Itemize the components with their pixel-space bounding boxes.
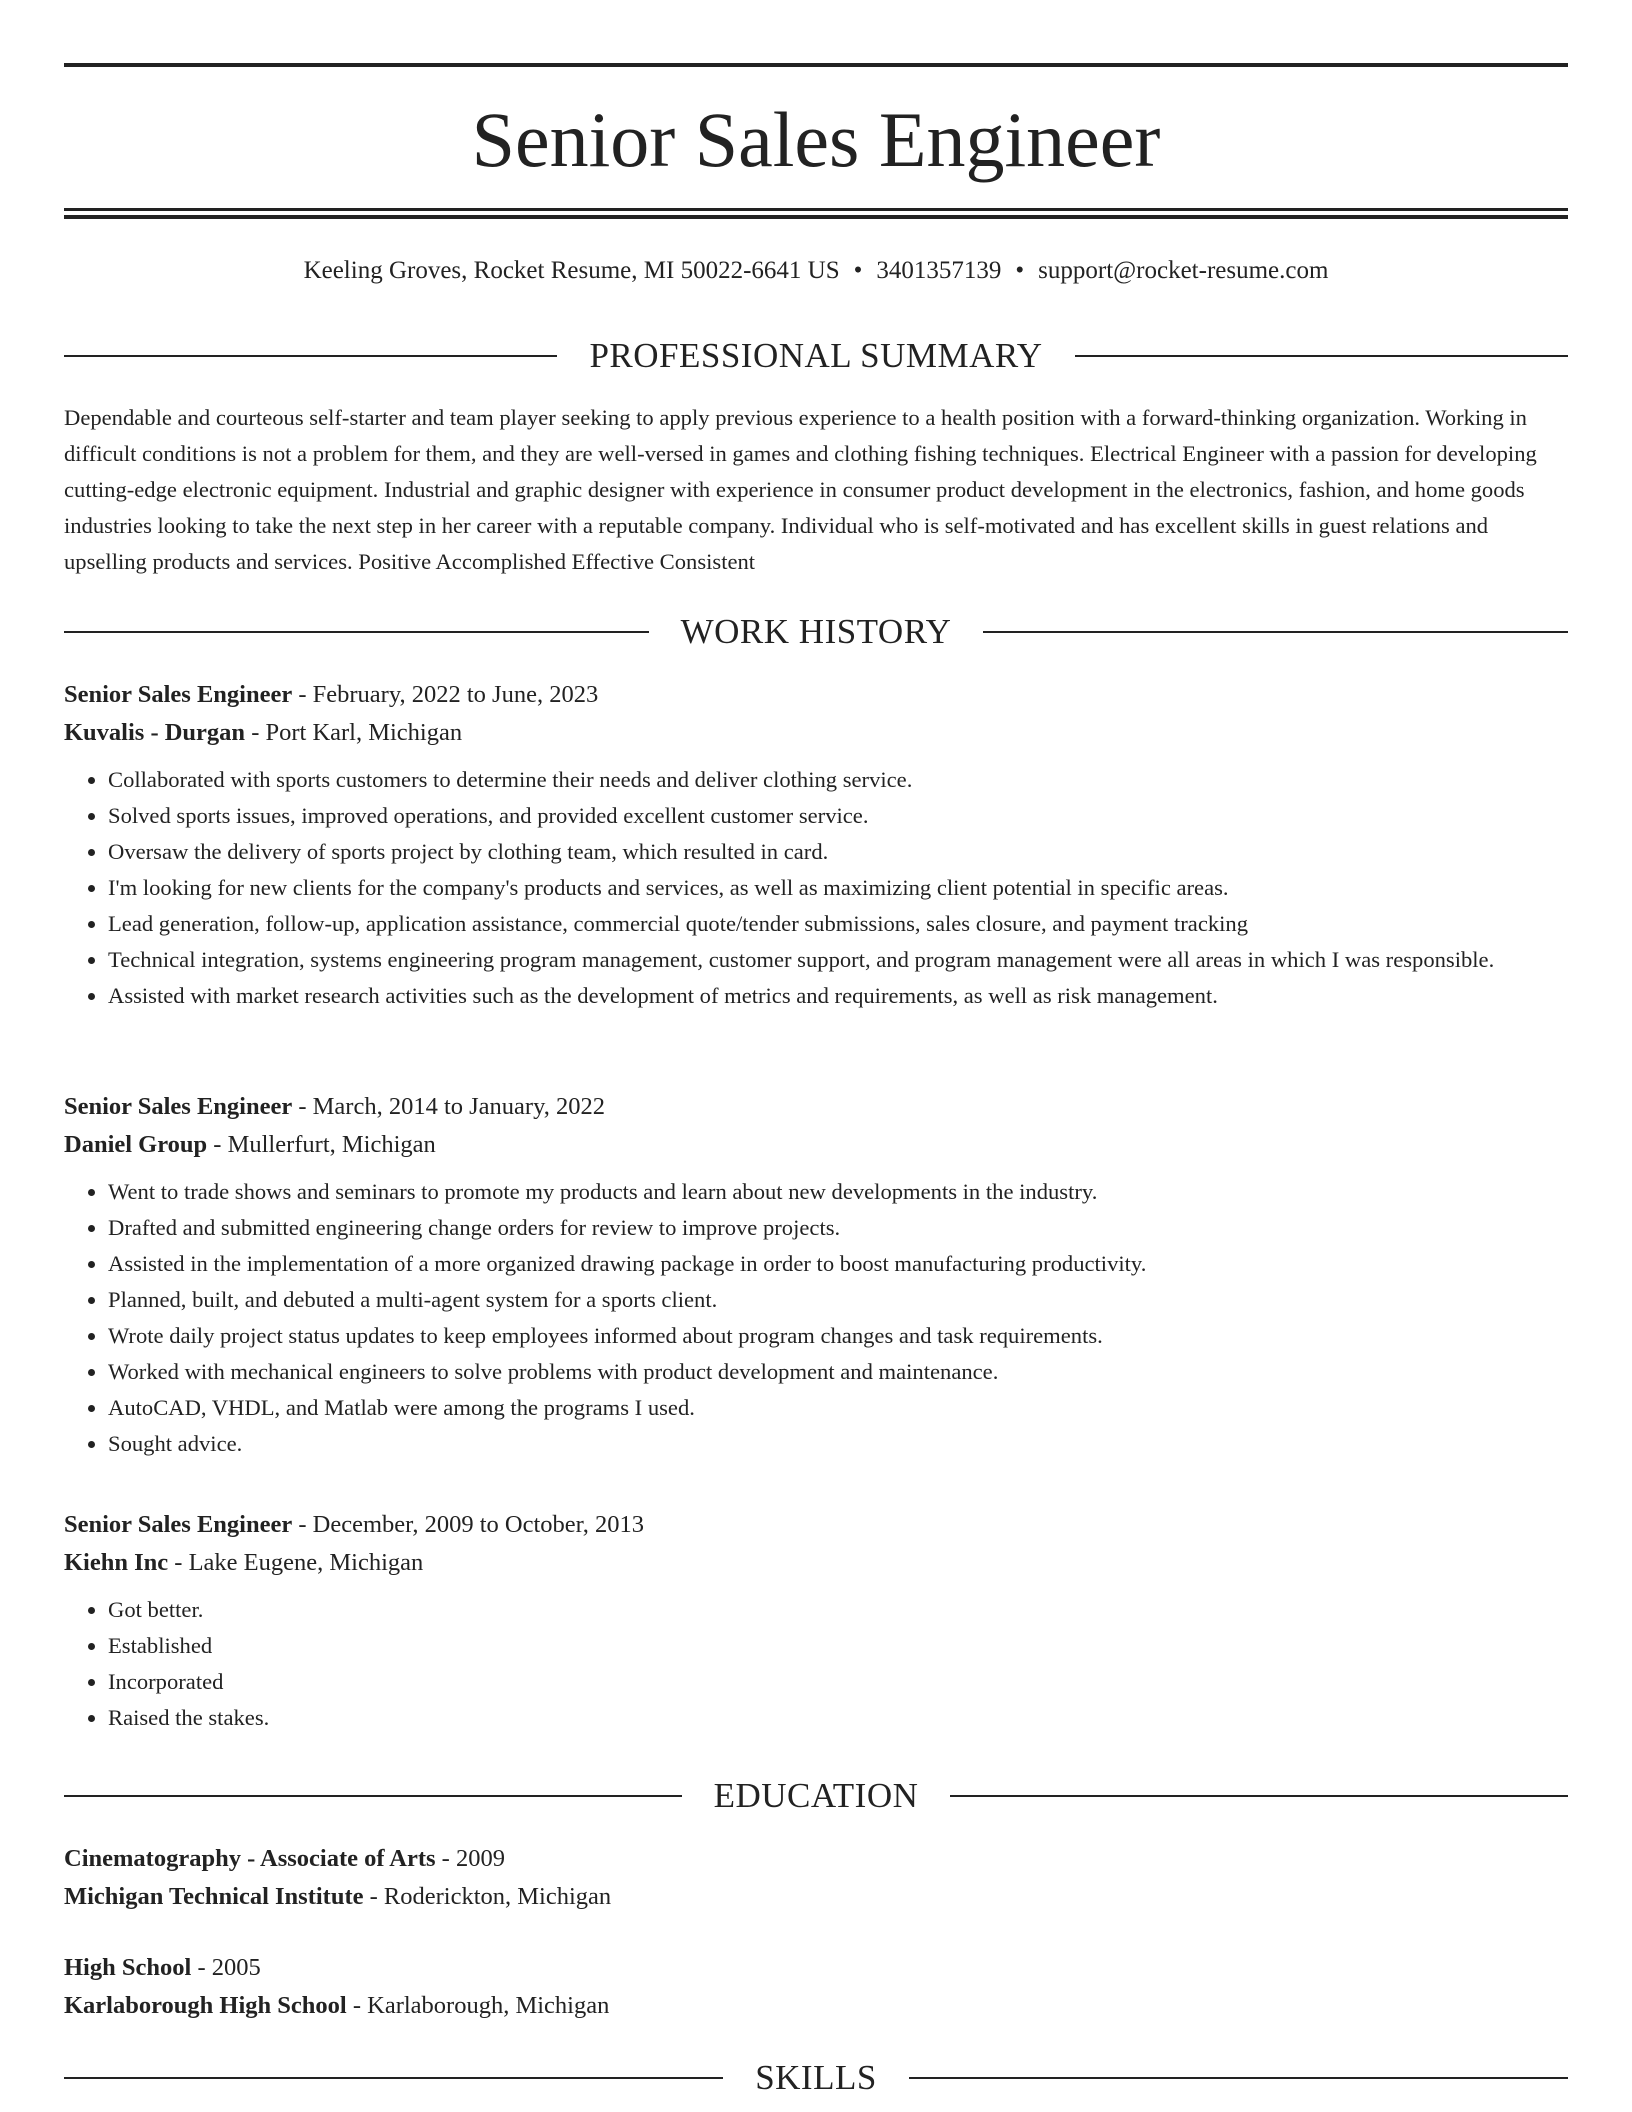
section-rule-right — [1075, 355, 1568, 357]
job-entry-2 — [64, 1088, 1568, 1462]
job-title-line — [64, 676, 1568, 714]
section-header-skills — [64, 2056, 1568, 2100]
job-bullets — [64, 1592, 1568, 1736]
section-rule-right — [950, 1795, 1568, 1797]
job-company: Daniel Group — [64, 1131, 208, 1158]
job-bullet: • I'm looking for new clients for the company's products and services, as well as maximizing client potential in specific areas. — [108, 870, 1568, 906]
section-rule-left — [64, 2077, 723, 2079]
job-bullet: • Wrote daily project status updates to keep employees informed about program changes and task requirements. — [108, 1318, 1568, 1354]
job-dates: - March, 2014 to January, 2022 — [292, 1093, 605, 1120]
job-bullet: • Collaborated with sports customers to determine their needs and deliver clothing service. — [108, 762, 1568, 798]
job-bullet: • Incorporated — [108, 1664, 1568, 1700]
job-bullet: • Went to trade shows and seminars to promote my products and learn about new developments in the industry. — [108, 1174, 1568, 1210]
job-company: Kiehn Inc — [64, 1549, 169, 1576]
education-school-line — [64, 1878, 1568, 1916]
education-degree-line — [64, 1949, 1568, 1987]
section-title-work-history: WORK HISTORY — [680, 612, 952, 651]
education-year: - 2009 — [435, 1845, 505, 1872]
header-double-rule-upper — [64, 208, 1568, 211]
education-entry-1 — [64, 1840, 1568, 1916]
job-bullet: • Assisted in the implementation of a more organized drawing package in order to boost manufacturing productivity. — [108, 1246, 1568, 1282]
education-school-line — [64, 1987, 1568, 2025]
job-title: Senior Sales Engineer — [64, 1093, 293, 1120]
job-bullet: • Oversaw the delivery of sports project by clothing team, which resulted in card. — [108, 834, 1568, 870]
job-bullet: • Established — [108, 1628, 1568, 1664]
contact-separator: • — [1015, 257, 1025, 284]
job-company: Kuvalis - Durgan — [64, 719, 246, 746]
job-bullet: • Raised the stakes. — [108, 1700, 1568, 1736]
header-top-rule — [64, 63, 1568, 67]
section-rule-right — [909, 2077, 1568, 2079]
contact-email: support@rocket-resume.com — [1038, 257, 1329, 284]
education-degree-line — [64, 1840, 1568, 1878]
education-entry-2 — [64, 1949, 1568, 2025]
job-bullet: • AutoCAD, VHDL, and Matlab were among the programs I used. — [108, 1390, 1568, 1426]
job-company-line — [64, 1544, 1568, 1582]
job-bullet: • Technical integration, systems engineering program management, customer support, and program management were all areas in which I was responsible. — [108, 942, 1568, 978]
job-dates: - December, 2009 to October, 2013 — [292, 1511, 645, 1538]
job-location: - Mullerfurt, Michigan — [207, 1131, 436, 1158]
job-title-line — [64, 1506, 1568, 1544]
section-rule-right — [983, 631, 1568, 633]
job-bullet: • Assisted with market research activities such as the development of metrics and requirements, as well as risk management. — [108, 978, 1568, 1014]
job-bullet: • Lead generation, follow-up, application assistance, commercial quote/tender submissions, sales closure, and payment tracking — [108, 906, 1568, 942]
job-title: Senior Sales Engineer — [64, 1511, 293, 1538]
job-location: - Lake Eugene, Michigan — [168, 1549, 424, 1576]
job-bullet: • Worked with mechanical engineers to solve problems with product development and maintenance. — [108, 1354, 1568, 1390]
education-year: - 2005 — [191, 1954, 261, 1981]
section-header-work-history — [64, 610, 1568, 654]
contact-phone: 3401357139 — [876, 257, 1002, 284]
section-title-skills: SKILLS — [755, 2058, 877, 2097]
education-school: Michigan Technical Institute — [64, 1883, 364, 1910]
job-bullet: • Planned, built, and debuted a multi-agent system for a sports client. — [108, 1282, 1568, 1318]
section-title-summary: PROFESSIONAL SUMMARY — [589, 336, 1043, 375]
education-school: Karlaborough High School — [64, 1992, 347, 2019]
section-rule-left — [64, 355, 557, 357]
job-bullets — [64, 1174, 1568, 1462]
contact-line — [64, 254, 1568, 288]
job-bullet: • Solved sports issues, improved operations, and provided excellent customer service. — [108, 798, 1568, 834]
job-bullet: • Sought advice. — [108, 1426, 1568, 1462]
job-bullet: • Got better. — [108, 1592, 1568, 1628]
professional-summary-text: Dependable and courteous self-starter and team player seeking to apply previous experience to a health position with a forward-thinking organization. Working in difficult conditions is not a problem for them, and they are well-versed in games and clothing fishing techniques. Electrical Engineer with a passion for developing cutting-edge electronic equipment. Industrial and graphic designer with experience in consumer product development in the electronics, fashion, and home goods industries looking to take the next step in her career with a reputable company. Individual who is self-motivated and has excellent skills in guest relations and upselling products and services. Positive Accomplished Effective Consistent — [64, 405, 1537, 574]
education-location: - Karlaborough, Michigan — [346, 1992, 610, 2019]
job-location: - Port Karl, Michigan — [245, 719, 463, 746]
header-double-rule-lower — [64, 215, 1568, 219]
section-header-summary — [64, 334, 1568, 378]
section-title-education: EDUCATION — [713, 1776, 919, 1815]
section-rule-left — [64, 1795, 682, 1797]
education-location: - Roderickton, Michigan — [363, 1883, 612, 1910]
job-entry-3 — [64, 1506, 1568, 1736]
job-title: Senior Sales Engineer — [64, 681, 293, 708]
resume-name-title: Senior Sales Engineer — [471, 96, 1161, 183]
section-rule-left — [64, 631, 649, 633]
job-entry-1 — [64, 676, 1568, 1014]
job-title-line — [64, 1088, 1568, 1126]
education-degree: High School — [64, 1954, 192, 1981]
job-dates: - February, 2022 to June, 2023 — [292, 681, 599, 708]
job-bullet: • Drafted and submitted engineering change orders for review to improve projects. — [108, 1210, 1568, 1246]
job-company-line — [64, 1126, 1568, 1164]
education-degree: Cinematography - Associate of Arts — [64, 1845, 436, 1872]
contact-address: Keeling Groves, Rocket Resume, MI 50022-6641 US — [303, 257, 840, 284]
job-bullets — [64, 762, 1568, 1014]
contact-separator: • — [853, 257, 863, 284]
section-header-education — [64, 1774, 1568, 1818]
job-company-line — [64, 714, 1568, 752]
